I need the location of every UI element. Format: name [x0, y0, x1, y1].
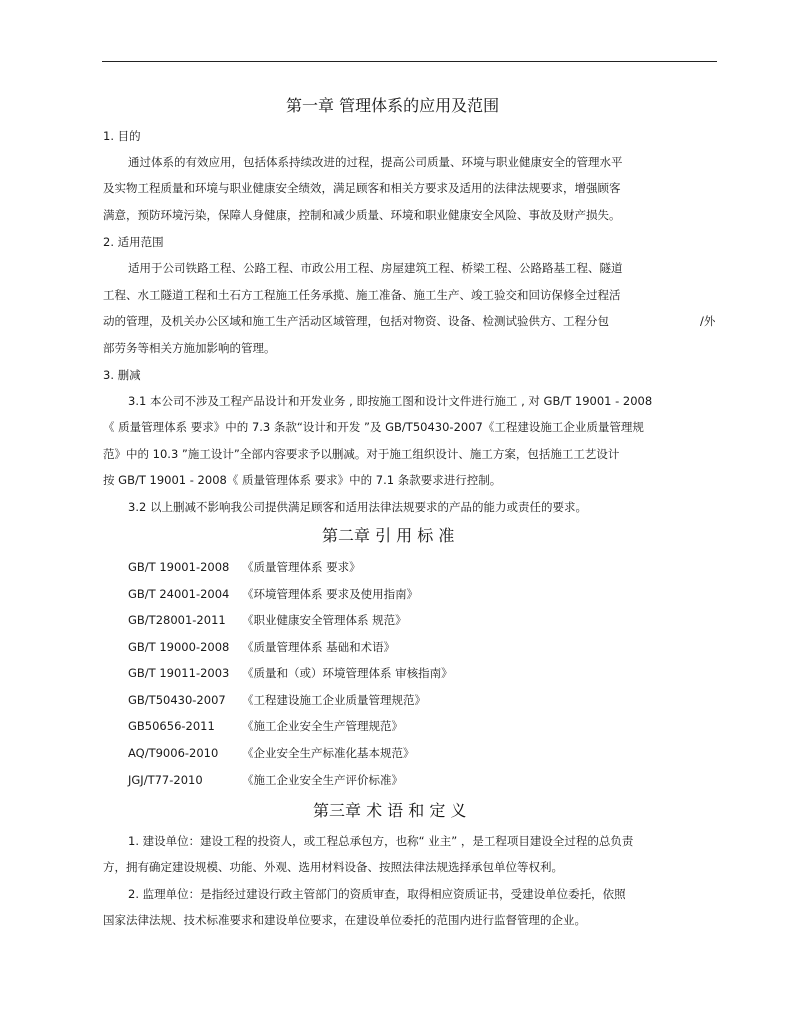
standard-code: GB/T28001-2011 — [128, 613, 226, 627]
section-2-heading: 2. 适用范围 — [103, 235, 164, 249]
paragraph-line: 通过体系的有效应用，包括体系持续改进的过程，提高公司质量、环境与职业健康安全的管理水平 — [128, 155, 623, 169]
standard-code: AQ/T9006-2010 — [128, 746, 219, 760]
standard-name: 《环境管理体系 要求及使用指南》 — [242, 587, 419, 601]
paragraph-line-tail: /外 — [700, 314, 716, 328]
paragraph-line: 满意，预防环境污染，保障人身健康，控制和减少质量、环境和职业健康安全风险、事故及财产损失。 — [103, 208, 621, 222]
paragraph-line: 适用于公司铁路工程、公路工程、市政公用工程、房屋建筑工程、桥梁工程、公路路基工程、隧道 — [128, 261, 623, 275]
paragraph-line: 工程、水工隧道工程和土石方工程施工任务承揽、施工准备、施工生产、竣工验交和回访保修全过程活 — [103, 288, 621, 302]
paragraph-line: 范》中的 10.3 ”施工设计”全部内容要求予以删减。对于施工组织设计、施工方案，包括施工工艺设计 — [103, 447, 620, 461]
standard-code: GB/T 19000-2008 — [128, 640, 230, 654]
standard-name: 《施工企业安全生产评价标准》 — [242, 773, 403, 787]
paragraph-line: 国家法律法规、技术标准要求和建设单位要求，在建设单位委托的范围内进行监督管理的企业。 — [103, 913, 586, 927]
paragraph-line: 方，拥有确定建设规模、功能、外观、选用材料设备、按照法律法规选择承包单位等权利。 — [103, 860, 563, 874]
paragraph-line: 及实物工程质量和环境与职业健康安全绩效，满足顾客和相关方要求及适用的法律法规要求，增强顾客 — [103, 181, 621, 195]
standard-code: GB/T50430-2007 — [128, 693, 226, 707]
section-3-heading: 3. 删减 — [103, 368, 141, 382]
standard-name: 《质量管理体系 要求》 — [242, 560, 361, 574]
paragraph-line: 1. 建设单位：建设工程的投资人，或工程总承包方，也称“ 业主” ，是工程项目建设全过程的总负责 — [128, 834, 634, 848]
standard-name: 《工程建设施工企业质量管理规范》 — [242, 693, 426, 707]
paragraph-line: 《 质量管理体系 要求》中的 7.3 条款“设计和开发 ”及 GB/T50430-2007《工程建设施工企业质量管理规 — [103, 420, 644, 434]
paragraph-line: 部劳务等相关方施加影响的管理。 — [103, 341, 276, 355]
paragraph-line: 按 GB/T 19001 - 2008《 质量管理体系 要求》中的 7.1 条款要求进行控制。 — [103, 473, 502, 487]
standard-name: 《职业健康安全管理体系 规范》 — [242, 613, 407, 627]
standard-name: 《施工企业安全生产管理规范》 — [242, 719, 403, 733]
paragraph-line: 动的管理，及机关办公区域和施工生产活动区域管理，包括对物资、设备、检测试验供方、工程分包 — [103, 314, 609, 328]
paragraph-line: 3.2 以上删减不影响我公司提供满足顾客和适用法律法规要求的产品的能力或责任的要求。 — [128, 500, 587, 514]
standard-code: GB/T 24001-2004 — [128, 587, 230, 601]
header-rule — [102, 61, 717, 62]
standard-code: JGJ/T77-2010 — [128, 773, 203, 787]
paragraph-line: 2. 监理单位：是指经过建设行政主管部门的资质审查，取得相应资质证书，受建设单位委托，依照 — [128, 887, 626, 901]
standard-code: GB50656-2011 — [128, 719, 215, 733]
chapter-1-title: 第一章 管理体系的应用及范围 — [286, 96, 500, 115]
chapter-3-title: 第三章 术 语 和 定 义 — [313, 801, 467, 820]
standard-name: 《企业安全生产标准化基本规范》 — [242, 746, 415, 760]
paragraph-line: 3.1 本公司不涉及工程产品设计和开发业务 , 即按施工图和设计文件进行施工 , 对 GB/T 19001 - 2008 — [128, 394, 653, 408]
standard-name: 《质量管理体系 基础和术语》 — [242, 640, 396, 654]
standard-code: GB/T 19001-2008 — [128, 560, 230, 574]
standard-code: GB/T 19011-2003 — [128, 666, 230, 680]
section-1-heading: 1. 目的 — [103, 129, 141, 143]
chapter-2-title: 第二章 引 用 标 准 — [322, 526, 455, 545]
standard-name: 《质量和（或）环境管理体系 审核指南》 — [242, 666, 453, 680]
